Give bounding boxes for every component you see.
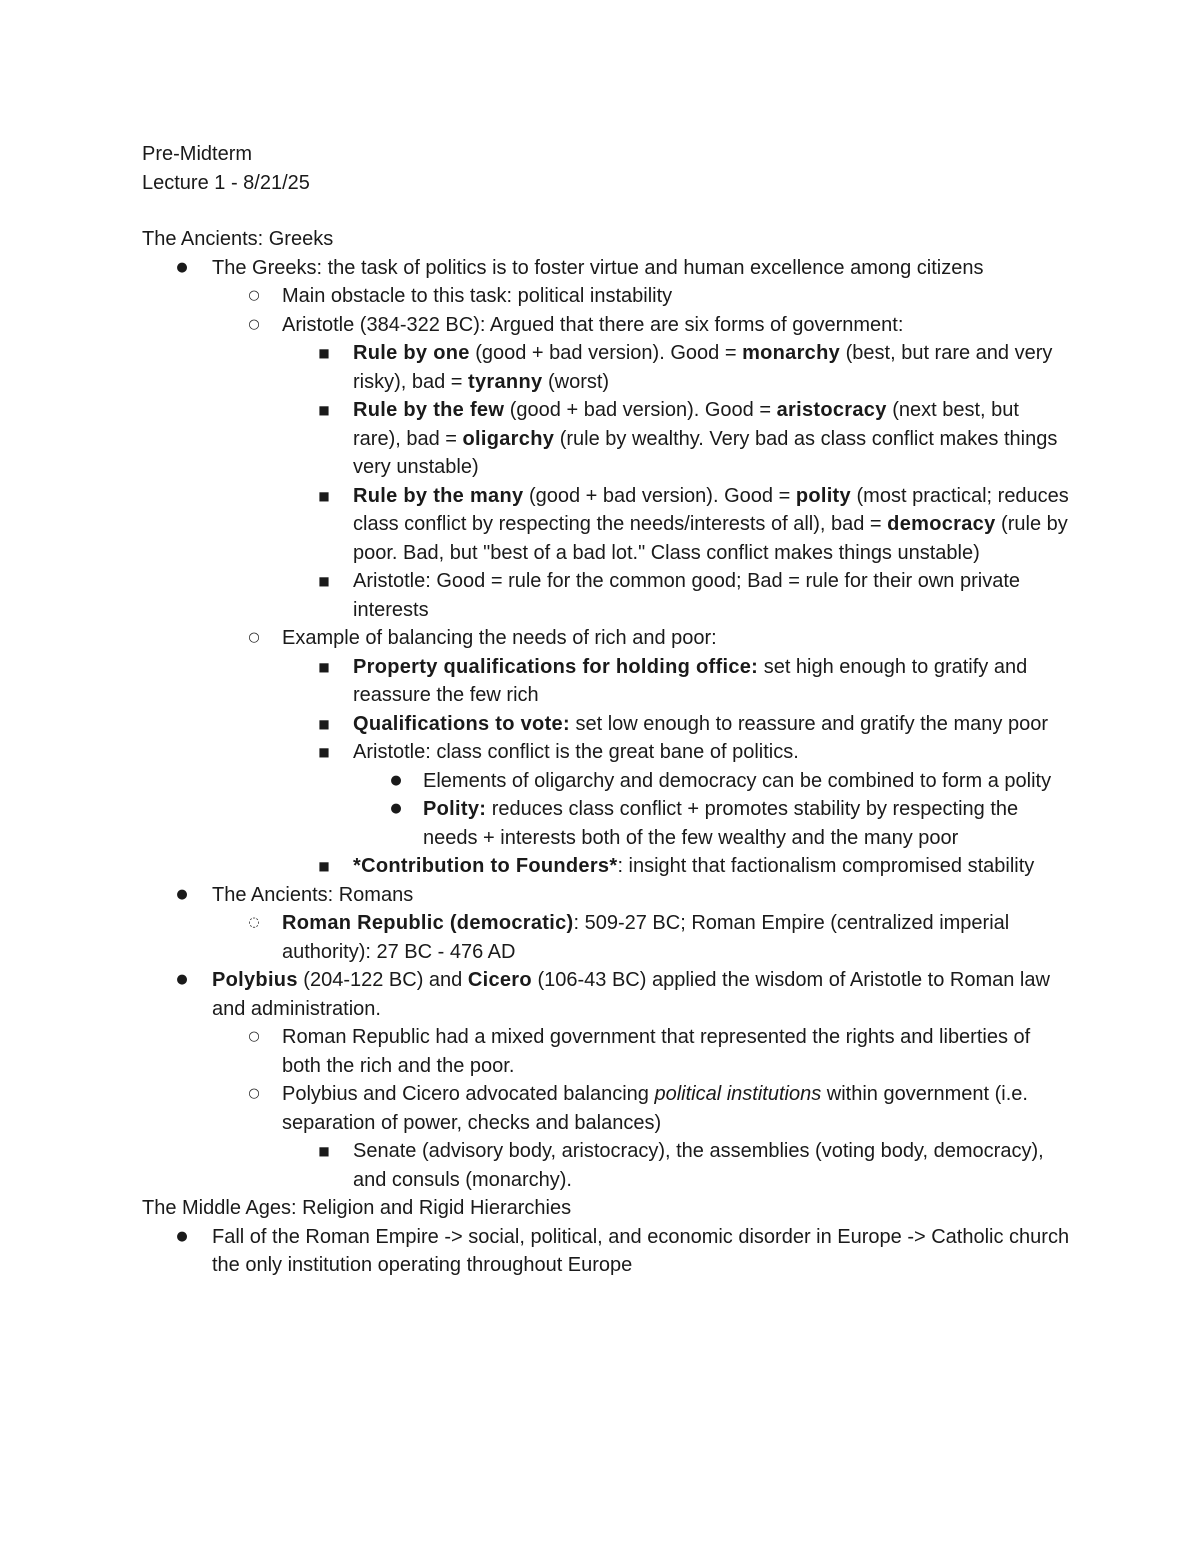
list-item-rule-by-one <box>142 339 1072 396</box>
list-item-rule-by-few <box>142 396 1072 482</box>
item-text: Senate (advisory body, aristocracy), the assemblies (voting body, democracy), and consuls (monarchy). <box>353 1140 1044 1191</box>
term-monarchy: monarchy <box>742 342 841 364</box>
list-item-property-qualifications <box>142 653 1072 710</box>
circle-bullet-icon: ○ <box>248 1029 260 1044</box>
term-aristocracy: aristocracy <box>776 399 887 421</box>
term-polity: polity <box>795 484 851 507</box>
list-item-rule-by-many <box>142 482 1072 568</box>
item-text: Aristotle: class conflict is the great bane of politics. <box>353 741 799 763</box>
list-item-aristotle-good-bad <box>142 567 1072 624</box>
square-bullet-icon: ■ <box>318 859 330 873</box>
item-text: within government (i.e. separation of power, checks and balances) <box>282 1083 1028 1134</box>
list-item-greeks-task <box>142 254 1072 283</box>
item-text: : insight that factionalism compromised stability <box>617 855 1035 877</box>
term-cicero: Cicero <box>467 969 532 991</box>
item-text: Elements of oligarchy and democracy can be combined to form a polity <box>423 769 1052 792</box>
disc-bullet-icon: ● <box>176 972 188 987</box>
item-text: Polybius and Cicero advocated balancing <box>282 1083 655 1105</box>
list-item-roman-republic <box>142 909 1072 966</box>
item-text: (204-122 BC) and <box>297 969 468 991</box>
item-text: Example of balancing the needs of rich and poor: <box>282 627 717 649</box>
square-bullet-icon: ■ <box>318 574 330 588</box>
disc-bullet-icon: ● <box>176 886 188 902</box>
item-text: (good + bad version). Good = <box>469 342 743 364</box>
item-text: (good + bad version). Good = <box>504 399 777 421</box>
term-property-qualifications: Property qualifications for holding office: <box>353 655 759 678</box>
dotted-circle-bullet-icon: ◌ <box>248 915 260 930</box>
square-bullet-icon: ■ <box>318 745 330 759</box>
emphasis-political-institutions: political institutions <box>654 1083 822 1105</box>
term-polybius: Polybius <box>212 969 298 991</box>
circle-bullet-icon: ○ <box>248 630 260 645</box>
document-body <box>142 140 1072 1280</box>
term-oligarchy: oligarchy <box>462 427 555 450</box>
item-text: Aristotle (384-322 BC): Argued that there are six forms of government: <box>282 313 904 336</box>
circle-bullet-icon: ○ <box>248 288 260 303</box>
list-item-class-conflict <box>142 738 1072 767</box>
list-item-mixed-government <box>142 1023 1072 1080</box>
item-text: The Ancients: Romans <box>212 883 414 906</box>
item-text: (best, but rare and very risky), bad = <box>353 342 1053 393</box>
item-text: Aristotle: Good = rule for the common good; Bad = rule for their own private interests <box>353 570 1021 621</box>
disc-bullet-icon: ● <box>390 772 402 788</box>
term-roman-republic: Roman Republic (democratic) <box>282 912 574 934</box>
item-text: Main obstacle to this task: political instability <box>282 285 673 307</box>
list-item-balancing <box>142 624 1072 653</box>
term-democracy: democracy <box>887 513 996 535</box>
list-item-elements <box>142 767 1072 796</box>
item-text: (good + bad version). Good = <box>523 484 796 507</box>
square-bullet-icon: ■ <box>318 403 330 417</box>
disc-bullet-icon: ● <box>390 801 402 816</box>
term-rule-by-few: Rule by the few <box>353 399 505 421</box>
item-text: Roman Republic had a mixed government that represented the rights and liberties of both the rich and the poor. <box>282 1026 1031 1077</box>
circle-bullet-icon: ○ <box>248 316 260 332</box>
item-text: (most practical; reduces class conflict by respecting the needs/interests of all), bad = <box>353 484 1069 535</box>
list-item-obstacle <box>142 282 1072 311</box>
list-item-vote-qualifications <box>142 710 1072 739</box>
term-contribution-to-founders: *Contribution to Founders* <box>353 855 618 877</box>
list-item-aristotle <box>142 311 1072 340</box>
blank-line <box>142 197 1072 225</box>
square-bullet-icon: ■ <box>318 488 330 503</box>
item-text: reduces class conflict + promotes stability by respecting the needs + interests both of the few wealthy and the many poor <box>423 798 1019 849</box>
square-bullet-icon: ■ <box>318 716 330 731</box>
item-text: set low enough to reassure and gratify the many poor <box>569 712 1048 735</box>
term-rule-by-one: Rule by one <box>353 342 470 364</box>
item-text: (worst) <box>542 370 610 393</box>
section-heading-middle-ages: The Middle Ages: Religion and Rigid Hierarchies <box>142 1197 572 1219</box>
list-item-polybius-cicero <box>142 966 1072 1023</box>
item-text: : 509-27 BC; Roman Empire (centralized imperial authority): 27 BC - 476 AD <box>282 912 1010 963</box>
document-title: Pre-Midterm <box>142 143 253 165</box>
term-polity-definition: Polity: <box>423 798 487 820</box>
item-text: The Greeks: the task of politics is to foster virtue and human excellence among citizens <box>212 256 984 279</box>
square-bullet-icon: ■ <box>318 346 330 360</box>
disc-bullet-icon: ● <box>176 1228 188 1244</box>
item-text: set high enough to gratify and reassure the few rich <box>353 655 1028 706</box>
term-rule-by-many: Rule by the many <box>353 484 524 507</box>
circle-bullet-icon: ○ <box>248 1086 260 1101</box>
list-item-romans-heading <box>142 881 1072 910</box>
list-item-fall-of-rome <box>142 1223 1072 1280</box>
item-text: Fall of the Roman Empire -> social, political, and economic disorder in Europe -> Catholic church the only institution operating throughout Europe <box>212 1225 1070 1276</box>
disc-bullet-icon: ● <box>176 259 188 275</box>
item-text: (next best, but rare), bad = <box>353 399 1019 450</box>
item-text: (106-43 BC) applied the wisdom of Aristotle to Roman law and administration. <box>212 969 1050 1020</box>
list-item-founders <box>142 852 1072 881</box>
item-text: (rule by wealthy. Very bad as class conflict makes things very unstable) <box>353 427 1058 478</box>
item-text: (rule by poor. Bad, but "best of a bad lot." Class conflict makes things unstable) <box>353 513 1068 564</box>
term-tyranny: tyranny <box>468 370 543 393</box>
section-heading-greeks: The Ancients: Greeks <box>142 228 334 250</box>
square-bullet-icon: ■ <box>318 1144 330 1158</box>
list-item-polity <box>142 795 1072 852</box>
list-item-senate <box>142 1137 1072 1194</box>
term-vote-qualifications: Qualifications to vote: <box>353 712 570 735</box>
square-bullet-icon: ■ <box>318 659 330 674</box>
lecture-heading: Lecture 1 - 8/21/25 <box>142 171 310 194</box>
list-item-balancing-institutions <box>142 1080 1072 1137</box>
